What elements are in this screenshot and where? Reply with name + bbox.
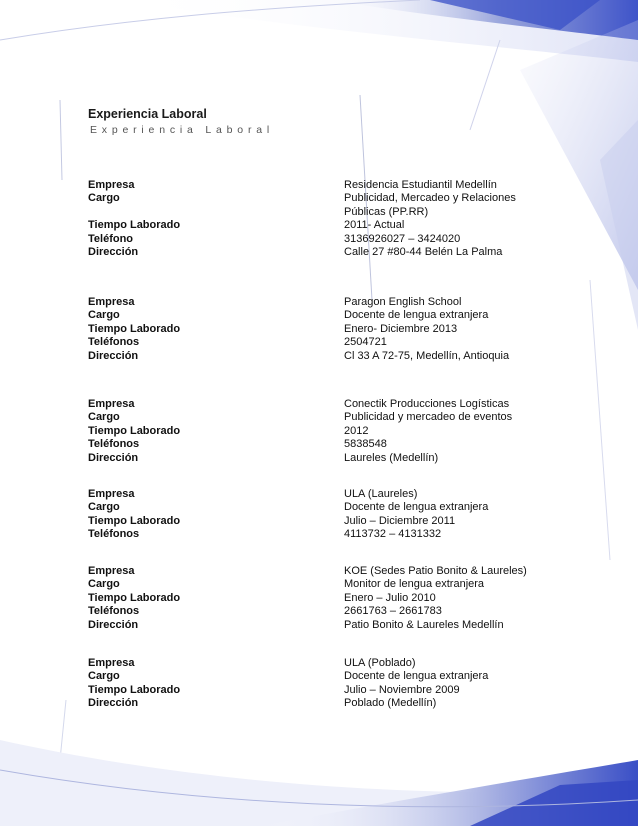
phone-row xyxy=(88,336,528,349)
field-label: Dirección xyxy=(88,451,139,464)
role-row xyxy=(88,501,528,514)
field-label: Teléfonos xyxy=(88,528,140,541)
period-row xyxy=(88,515,528,528)
phone-row xyxy=(88,438,528,451)
field-value: Publicidad, Mercadeo y Relaciones Públicas (PP.RR) xyxy=(344,192,516,218)
address-row xyxy=(88,452,528,465)
field-label: Cargo xyxy=(88,578,120,591)
field-label: Teléfono xyxy=(88,232,134,245)
company-row xyxy=(88,657,528,670)
job-entry xyxy=(88,657,528,711)
field-label: Empresa xyxy=(88,398,135,410)
address-row xyxy=(88,350,528,363)
field-label: Empresa xyxy=(88,296,135,308)
field-value: Monitor de lengua extranjera xyxy=(344,578,485,591)
field-value: 4113732 – 4131332 xyxy=(344,528,442,541)
field-label: Tiempo Laborado xyxy=(88,424,181,437)
field-value: ULA (Laureles) xyxy=(344,488,418,500)
role-row xyxy=(88,411,528,424)
period-row xyxy=(88,323,528,336)
company-row xyxy=(88,565,528,578)
company-row xyxy=(88,179,528,192)
field-value: Julio – Noviembre 2009 xyxy=(344,683,460,696)
field-label: Cargo xyxy=(88,309,120,322)
field-value: Paragon English School xyxy=(344,296,462,308)
field-label: Empresa xyxy=(88,179,135,191)
field-value: Docente de lengua extranjera xyxy=(344,670,489,683)
job-entry xyxy=(88,179,528,259)
field-label: Cargo xyxy=(88,501,120,514)
address-row xyxy=(88,246,528,259)
field-value: Conectik Producciones Logísticas xyxy=(344,398,510,410)
phone-row xyxy=(88,233,528,246)
job-entry xyxy=(88,488,528,542)
role-row xyxy=(88,192,528,219)
period-row xyxy=(88,425,528,438)
job-entry xyxy=(88,296,528,363)
field-label: Cargo xyxy=(88,411,120,424)
period-row xyxy=(88,684,528,697)
field-value: Residencia Estudiantil Medellín xyxy=(344,179,497,191)
company-row xyxy=(88,488,528,501)
field-value: Julio – Diciembre 2011 xyxy=(344,514,456,527)
address-row xyxy=(88,619,528,632)
field-value: ULA (Poblado) xyxy=(344,657,416,669)
field-value: Patio Bonito & Laureles Medellín xyxy=(344,618,504,631)
field-label: Dirección xyxy=(88,245,139,258)
field-value: Publicidad y mercadeo de eventos xyxy=(344,411,513,424)
field-label: Tiempo Laborado xyxy=(88,219,181,232)
field-value: Enero – Julio 2010 xyxy=(344,591,436,604)
field-value: 5838548 xyxy=(344,438,387,451)
job-entry xyxy=(88,398,528,465)
field-value: Laureles (Medellín) xyxy=(344,451,439,464)
field-value: Calle 27 #80-44 Belén La Palma xyxy=(344,245,503,258)
field-label: Cargo xyxy=(88,670,120,683)
period-row xyxy=(88,592,528,605)
field-value: 2504721 xyxy=(344,336,387,349)
field-value: 2011- Actual xyxy=(344,219,405,232)
field-value: Cl 33 A 72-75, Medellín, Antioquia xyxy=(344,349,510,362)
field-label: Empresa xyxy=(88,565,135,577)
field-label: Dirección xyxy=(88,349,139,362)
field-label: Empresa xyxy=(88,488,135,500)
field-label: Empresa xyxy=(88,657,135,669)
role-row xyxy=(88,578,528,591)
field-value: 3136926027 – 3424020 xyxy=(344,232,461,245)
field-value: Docente de lengua extranjera xyxy=(344,309,489,322)
field-value: 2661763 – 2661783 xyxy=(344,605,442,618)
field-value: Docente de lengua extranjera xyxy=(344,501,489,514)
field-value: Poblado (Medellín) xyxy=(344,697,437,710)
job-entry xyxy=(88,565,528,632)
phone-row xyxy=(88,605,528,618)
role-row xyxy=(88,670,528,683)
company-row xyxy=(88,398,528,411)
field-label: Tiempo Laborado xyxy=(88,514,181,527)
field-label: Teléfonos xyxy=(88,336,140,349)
address-row xyxy=(88,697,528,710)
field-label: Cargo xyxy=(88,192,120,205)
field-label: Tiempo Laborado xyxy=(88,683,181,696)
page-title: Experiencia Laboral xyxy=(88,107,207,121)
company-row xyxy=(88,296,528,309)
field-label: Dirección xyxy=(88,697,139,710)
period-row xyxy=(88,219,528,232)
role-row xyxy=(88,309,528,322)
field-label: Dirección xyxy=(88,618,139,631)
field-label: Tiempo Laborado xyxy=(88,322,181,335)
field-value: 2012 xyxy=(344,424,369,437)
field-label: Teléfonos xyxy=(88,438,140,451)
field-value: KOE (Sedes Patio Bonito & Laureles) xyxy=(344,565,527,577)
phone-row xyxy=(88,528,528,541)
page-subtitle: Experiencia Laboral xyxy=(90,124,275,136)
field-label: Tiempo Laborado xyxy=(88,591,181,604)
field-value: Enero- Diciembre 2013 xyxy=(344,322,458,335)
field-label: Teléfonos xyxy=(88,605,140,618)
